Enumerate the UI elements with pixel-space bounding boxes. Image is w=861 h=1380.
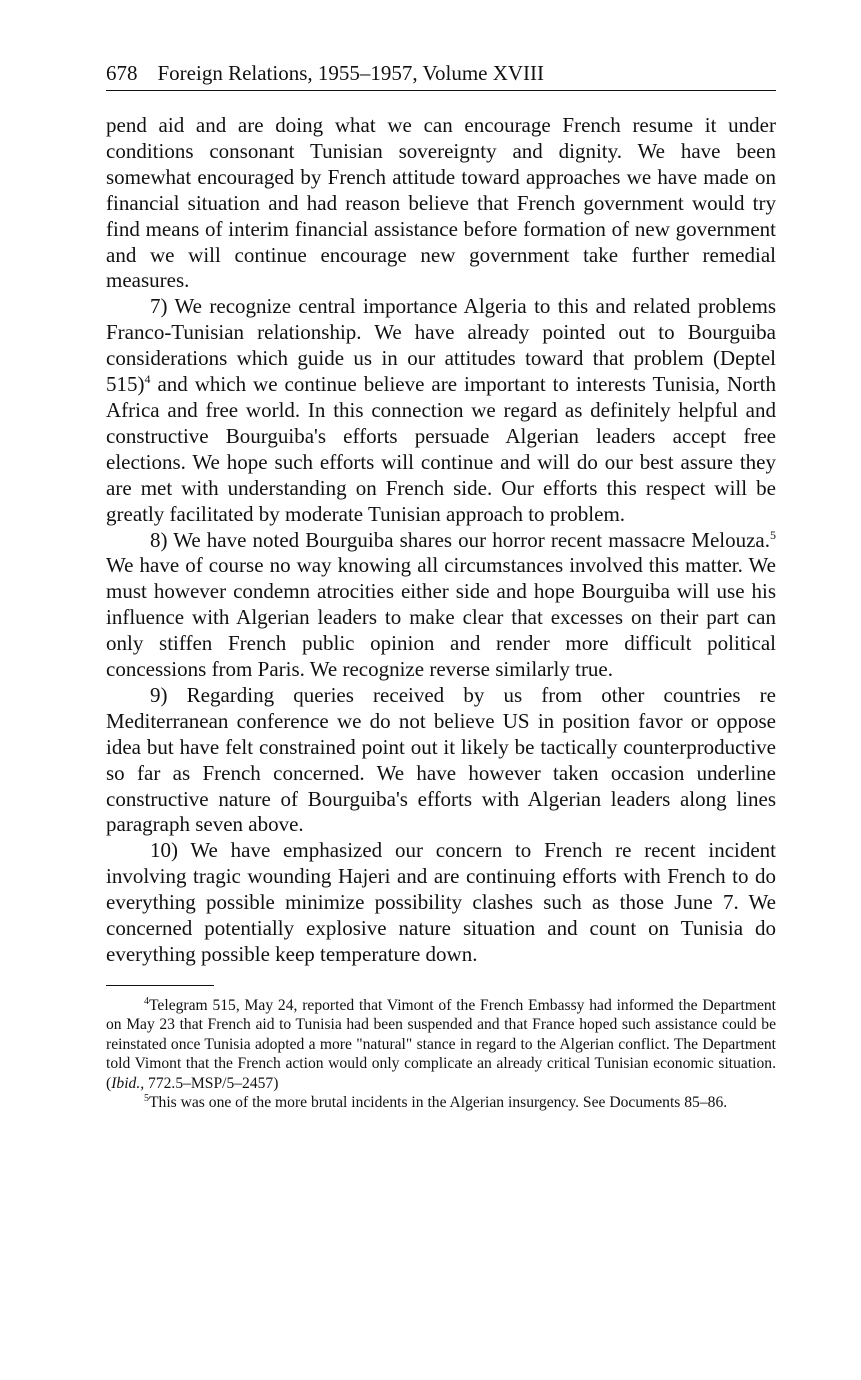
footnotes <box>106 996 776 1113</box>
footnote-divider <box>106 985 214 986</box>
footnote-5-number: 5 <box>144 1093 149 1105</box>
paragraph-9: 9) Regarding queries received by us from other countries re Mediterranean conference we do not believe US in position favor or oppose idea but have felt constrained point out it likely be tactically counterproductive so far as French concerned. We have however taken occasion underline constructive nature of Bourguiba's efforts with Algerian leaders along lines paragraph seven above. <box>106 682 776 837</box>
footnote-5 <box>106 1093 776 1113</box>
paragraph-8 <box>106 528 776 683</box>
document-body <box>106 113 776 968</box>
paragraph-8-text-b: We have of course no way knowing all circumstances involved this matter. We must however condemn atrocities either side and hope Bourguiba will use his influence with Algerian leaders to make clear that excesses on their part can only stiffen French public opinion and render more difficult political concessions from Paris. We recognize reverse similarly true. <box>106 553 776 682</box>
running-title: Foreign Relations, 1955–1957, Volume XVIII <box>157 61 545 85</box>
footnote-4 <box>106 996 776 1094</box>
footnote-4-number: 4 <box>144 995 149 1007</box>
footnote-5-text: This was one of the more brutal incidents in the Algerian insurgency. See Documents 85–86. <box>149 1094 728 1112</box>
running-header <box>106 60 776 91</box>
footnote-4-reference: 772.5–MSP/5–2457) <box>144 1074 279 1092</box>
footnote-ref-4[interactable]: 4 <box>144 372 151 387</box>
paragraph-7 <box>106 294 776 527</box>
paragraph-10: 10) We have emphasized our concern to French re recent incident involving tragic wounding Hajeri and are continuing efforts with French to do everything possible minimize possibility clashes such as those June 7. We concerned potentially explosive nature situation and count on Tunisia do everything possible keep temperature down. <box>106 838 776 966</box>
footnote-4-ibid: Ibid., <box>111 1074 145 1092</box>
paragraph-7-text-a: 7) We recognize central importance Algeria to this and related problems Franco-Tunisian relationship. We have already pointed out to Bourguiba considerations which guide us in our attitudes toward that problem (Deptel 515) <box>106 294 776 397</box>
paragraph-8-text-a: 8) We have noted Bourguiba shares our horror recent massacre Melouza. <box>150 527 770 552</box>
paragraph-continued: pend aid and are doing what we can encourage French resume it under conditions consonant Tunisian sovereignty and dignity. We have been somewhat encouraged by French attitude toward approaches we have made on financial situation and had reason believe that French government would try find means of interim financial assistance before formation of new government and we will continue encourage new government take further remedial measures. <box>106 113 776 293</box>
footnote-4-text: Telegram 515, May 24, reported that Vimont of the French Embassy had informed the Department on May 23 that French aid to Tunisia had been suspended and that France hoped such assistance could be reinstated once Tunisia adopted a more "natural" stance in regard to the Algerian conflict. The Department told Vimont that the French action would only complicate an already critical Tunisian economic situation. ( <box>106 996 776 1092</box>
paragraph-7-text-b: and which we continue believe are important to interests Tunisia, North Africa and free world. In this connection we regard as definitely helpful and constructive Bourguiba's efforts persuade Algerian leaders accept free elections. We hope such efforts will continue and will do our best assure they are met with understanding on French side. Our efforts this respect will be greatly facilitated by moderate Tunisian approach to problem. <box>106 372 776 526</box>
page-number: 678 <box>106 61 138 85</box>
footnote-ref-5[interactable]: 5 <box>770 527 776 542</box>
document-page <box>106 60 776 1113</box>
